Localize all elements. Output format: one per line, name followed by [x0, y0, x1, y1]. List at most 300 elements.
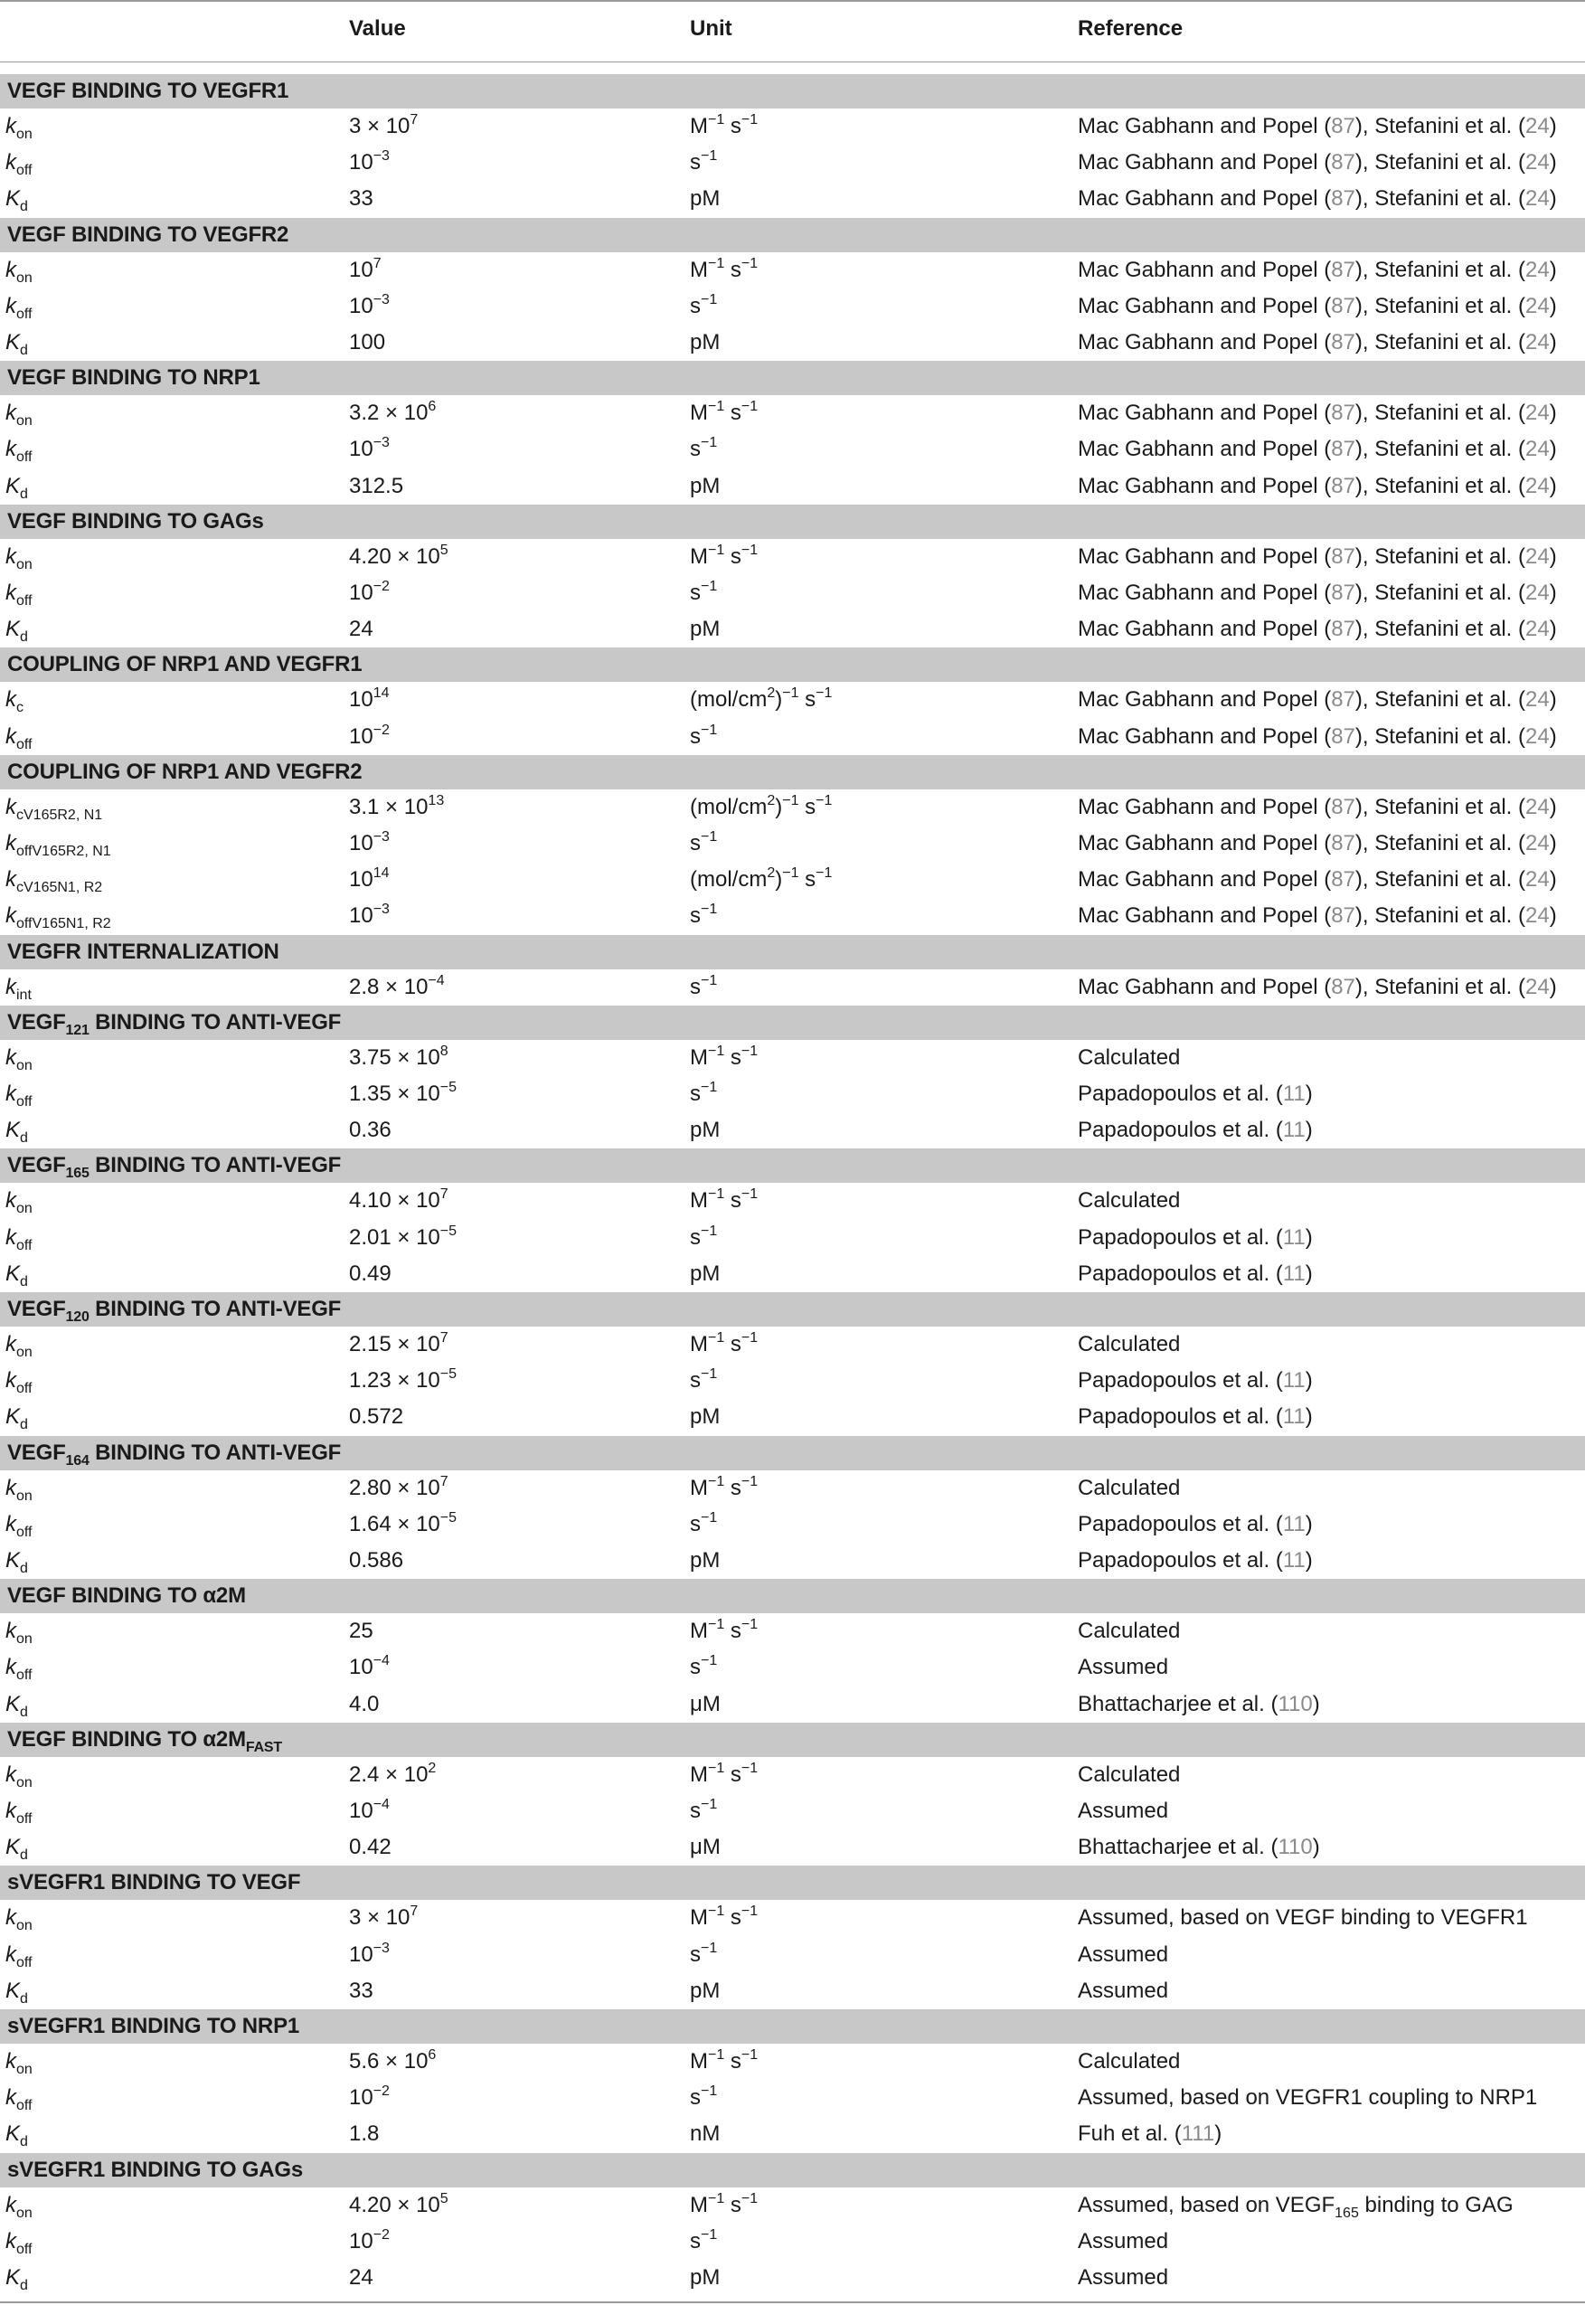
- table-row: [0, 1973, 1585, 2009]
- reference-number: 24: [1524, 974, 1550, 999]
- superscript: −1: [741, 1617, 759, 1633]
- unit-cell: $M^{-1}$ $s^{-1}$: [690, 1617, 759, 1644]
- unit-cell: $M^{-1}$ $s^{-1}$: [690, 2190, 759, 2217]
- value-cell: $3.75 \times 10^8$: [349, 1043, 448, 1070]
- parameter-symbol: k: [5, 1188, 16, 1214]
- section-title: VEGFR INTERNALIZATION: [7, 939, 279, 964]
- table-row: [0, 1112, 1585, 1148]
- reference-cell: Calculated: [1078, 1475, 1181, 1500]
- parameter-symbol: k: [5, 581, 16, 605]
- superscript: −1: [741, 1760, 759, 1776]
- unit-cell: $s^{-1}$: [690, 1223, 718, 1250]
- unit-cell: pM: [690, 330, 721, 354]
- value-cell: $10^{-3}$: [349, 148, 390, 175]
- reference-cell: Calculated: [1078, 1619, 1181, 1644]
- value-cell: 100: [349, 330, 386, 354]
- reference-number: 87: [1331, 723, 1355, 749]
- parameter-symbol: k: [5, 150, 16, 175]
- superscript: −1: [701, 1223, 718, 1239]
- table-row: [0, 145, 1585, 181]
- unit-cell: $s^{-1}$: [690, 579, 718, 605]
- value-cell: $3 \times 10^7$: [349, 1904, 419, 1931]
- parameter-cell: [5, 1613, 33, 1652]
- unit-cell: pM: [690, 1261, 721, 1286]
- parameter-cell: [5, 1793, 33, 1832]
- parameter-cell: [5, 1076, 33, 1115]
- subscript: d: [20, 343, 28, 358]
- value-cell: $10^{-2}$: [349, 2083, 390, 2111]
- subscript: offV165N1, R2: [16, 916, 111, 932]
- parameter-symbol: k: [5, 903, 16, 929]
- unit-cell: $s^{-1}$: [690, 972, 718, 999]
- parameter-cell: [5, 2187, 33, 2226]
- subscript: offV165R2, N1: [16, 844, 111, 859]
- superscript: 6: [428, 399, 437, 415]
- value-cell: $10^{-3}$: [349, 829, 390, 855]
- parameter-cell: [5, 969, 32, 1008]
- section-header: [0, 1292, 1585, 1327]
- parameter-symbol: k: [5, 687, 16, 713]
- parameter-symbol: K: [5, 186, 21, 212]
- subscript: off: [16, 2241, 33, 2257]
- section-title: VEGF BINDING TO NRP1: [7, 365, 260, 391]
- value-cell: $3.1 \times 10^{13}$: [349, 792, 445, 819]
- unit-cell: $s^{-1}$: [690, 829, 718, 855]
- section-header: [0, 647, 1585, 682]
- reference-number: 24: [1524, 150, 1550, 175]
- value-cell: $4.20 \times 10^5$: [349, 2190, 448, 2217]
- subscript: d: [20, 1561, 28, 1576]
- subscript: d: [20, 199, 28, 215]
- table-row: [0, 611, 1585, 647]
- superscript: −3: [373, 902, 390, 918]
- table-row: [0, 1363, 1585, 1399]
- reference-number: 24: [1524, 687, 1550, 713]
- parameter-symbol: K: [5, 473, 21, 498]
- reference-number: 87: [1331, 186, 1355, 212]
- parameter-symbol: k: [5, 794, 16, 819]
- subscript: c: [16, 700, 24, 716]
- parameter-symbol: k: [5, 1905, 16, 1931]
- value-cell: $1.23 \times 10^{-5}$: [349, 1366, 458, 1393]
- value-cell: $10^{-2}$: [349, 722, 390, 749]
- superscript: 2: [767, 792, 776, 808]
- parameter-cell: [5, 1937, 33, 1976]
- superscript: −1: [741, 399, 759, 415]
- reference-cell: Mac Gabhann and Popel (87), Stefanini et al. (24): [1078, 473, 1557, 498]
- unit-cell: $s^{-1}$: [690, 1940, 718, 1967]
- value-cell: $4.20 \times 10^5$: [349, 542, 448, 569]
- unit-cell: $M^{-1}$ $s^{-1}$: [690, 1904, 759, 1931]
- reference-number: 24: [1524, 330, 1550, 354]
- parameter-symbol: k: [5, 2228, 16, 2253]
- subscript: d: [20, 629, 28, 646]
- subscript: d: [20, 2134, 28, 2150]
- table-bottom-rule: [0, 2301, 1585, 2303]
- reference-cell: Papadopoulos et al. (11): [1078, 1118, 1313, 1143]
- section-title: VEGF BINDING TO VEGFR2: [7, 222, 289, 247]
- subscript: on: [16, 127, 33, 142]
- superscript: −1: [708, 1043, 725, 1059]
- value-cell: $3 \times 10^7$: [349, 112, 419, 138]
- unit-cell: $M^{-1}$ $s^{-1}$: [690, 2047, 759, 2074]
- superscript: 5: [439, 542, 448, 558]
- parameter-symbol: K: [5, 2265, 21, 2290]
- superscript: −1: [708, 2190, 725, 2206]
- value-cell: 0.49: [349, 1261, 392, 1286]
- reference-cell: Calculated: [1078, 1188, 1181, 1214]
- reference-cell: Assumed: [1078, 1655, 1169, 1680]
- reference-number: 111: [1181, 2121, 1215, 2147]
- section-title: $VEGF_{121}$ BINDING TO ANTI-VEGF: [7, 1009, 342, 1038]
- subscript: 165: [1335, 2205, 1359, 2221]
- table-row: [0, 862, 1585, 898]
- parameter-cell: [5, 898, 111, 937]
- parameter-symbol: k: [5, 867, 16, 893]
- value-cell: 33: [349, 1978, 373, 2003]
- value-cell: 24: [349, 617, 373, 642]
- superscript: −1: [708, 1617, 725, 1633]
- superscript: 14: [373, 685, 390, 702]
- parameter-symbol: K: [5, 2121, 21, 2147]
- parameter-symbol: k: [5, 1511, 16, 1536]
- reference-number: 110: [1278, 1691, 1313, 1716]
- reference-number: 24: [1524, 617, 1550, 642]
- superscript: −1: [708, 1904, 725, 1920]
- value-cell: 0.36: [349, 1118, 392, 1143]
- column-header-unit: Unit: [690, 16, 732, 41]
- reference-number: 110: [1278, 1835, 1313, 1860]
- value-cell: 25: [349, 1619, 373, 1644]
- section-header: [0, 1006, 1585, 1040]
- superscript: −1: [701, 2083, 718, 2100]
- parameter-symbol: k: [5, 1368, 16, 1393]
- value-cell: $1.35 \times 10^{-5}$: [349, 1080, 458, 1106]
- subscript: on: [16, 1488, 33, 1504]
- reference-cell: Assumed, based on $VEGF_{165}$ binding to GAG: [1078, 2192, 1514, 2221]
- section-title: VEGF BINDING TO GAGs: [7, 508, 264, 534]
- value-cell: $2.01 \times 10^{-5}$: [349, 1223, 458, 1250]
- parameter-symbol: k: [5, 543, 16, 569]
- table-row: [0, 1900, 1585, 1936]
- superscript: −1: [741, 1330, 759, 1346]
- subscript: off: [16, 1954, 33, 1970]
- value-cell: $2.80 \times 10^7$: [349, 1473, 448, 1500]
- reference-cell: Mac Gabhann and Popel (87), Stefanini et al. (24): [1078, 617, 1557, 642]
- value-cell: $1.64 \times 10^{-5}$: [349, 1509, 458, 1536]
- unit-cell: $M^{-1}$ $s^{-1}$: [690, 1330, 759, 1356]
- reference-number: 11: [1282, 1404, 1306, 1430]
- reference-cell: Mac Gabhann and Popel (87), Stefanini et al. (24): [1078, 186, 1557, 212]
- subscript: 121: [65, 1022, 90, 1038]
- parameter-cell: [5, 1973, 28, 2012]
- reference-cell: Bhattacharjee et al. (110): [1078, 1691, 1320, 1716]
- superscript: −4: [428, 972, 445, 988]
- subscript: on: [16, 1345, 33, 1360]
- parameter-cell: [5, 468, 28, 507]
- section-title: sVEGFR1 BINDING TO NRP1: [7, 2014, 300, 2038]
- subscript: off: [16, 163, 33, 179]
- superscript: −1: [708, 112, 725, 128]
- parameter-cell: [5, 1543, 28, 1582]
- reference-cell: Fuh et al. (111): [1078, 2121, 1222, 2147]
- table-row: [0, 1327, 1585, 1363]
- subscript: off: [16, 1237, 33, 1253]
- parameter-cell: [5, 1040, 33, 1079]
- reference-number: 87: [1331, 687, 1355, 713]
- superscript: 2: [767, 685, 776, 702]
- section-header: [0, 2153, 1585, 2187]
- value-cell: $10^{-4}$: [349, 1653, 390, 1680]
- superscript: −1: [701, 2226, 718, 2243]
- superscript: −1: [708, 255, 725, 271]
- superscript: −5: [439, 1080, 458, 1095]
- unit-cell: pM: [690, 2265, 721, 2290]
- section-header: [0, 74, 1585, 109]
- section-header: [0, 1866, 1585, 1900]
- superscript: 14: [373, 865, 390, 882]
- parameter-symbol: k: [5, 257, 16, 282]
- value-cell: 1.8: [349, 2121, 380, 2147]
- subscript: d: [20, 1847, 28, 1864]
- subscript: 120: [65, 1309, 90, 1325]
- parameter-cell: [5, 1649, 33, 1688]
- subscript: cV165R2, N1: [16, 807, 103, 823]
- table-row: [0, 109, 1585, 145]
- reference-number: 11: [1282, 1082, 1306, 1106]
- reference-cell: Assumed: [1078, 2228, 1169, 2253]
- subscript: off: [16, 593, 33, 609]
- parameter-cell: [5, 2044, 33, 2083]
- table-row: [0, 1507, 1585, 1543]
- parameter-cell: [5, 2260, 28, 2299]
- parameter-symbol: k: [5, 1655, 16, 1680]
- unit-cell: $M^{-1}$ $s^{-1}$: [690, 255, 759, 282]
- reference-cell: Mac Gabhann and Popel (87), Stefanini et al. (24): [1078, 114, 1557, 138]
- parameter-symbol: k: [5, 114, 16, 138]
- section-title: VEGF BINDING TO VEGFR1: [7, 79, 289, 103]
- section-title: sVEGFR1 BINDING TO VEGF: [7, 1870, 301, 1895]
- parameter-symbol: k: [5, 1941, 16, 1967]
- superscript: −1: [701, 1940, 718, 1956]
- superscript: −1: [708, 2047, 725, 2063]
- unit-cell: $M^{-1}$ $s^{-1}$: [690, 112, 759, 138]
- table-row: [0, 1040, 1585, 1076]
- reference-number: 87: [1331, 473, 1355, 498]
- superscript: −1: [701, 1797, 718, 1812]
- reference-cell: Mac Gabhann and Popel (87), Stefanini et al. (24): [1078, 794, 1557, 819]
- parameter-symbol: k: [5, 437, 16, 462]
- parameter-symbol: k: [5, 2192, 16, 2217]
- unit-cell: $s^{-1}$: [690, 1080, 718, 1106]
- parameter-symbol: k: [5, 2085, 16, 2111]
- section-title: $VEGF_{165}$ BINDING TO ANTI-VEGF: [7, 1153, 342, 1182]
- parameter-cell: [5, 325, 28, 364]
- unit-cell: $s^{-1}$: [690, 1797, 718, 1823]
- parameter-cell: [5, 181, 28, 220]
- reference-cell: Assumed: [1078, 1799, 1169, 1823]
- superscript: −2: [373, 2083, 390, 2100]
- superscript: −3: [373, 829, 390, 845]
- reference-cell: Mac Gabhann and Popel (87), Stefanini et al. (24): [1078, 974, 1557, 999]
- table-row: [0, 2224, 1585, 2260]
- reference-cell: Mac Gabhann and Popel (87), Stefanini et al. (24): [1078, 257, 1557, 282]
- reference-number: 24: [1524, 257, 1550, 282]
- reference-cell: Mac Gabhann and Popel (87), Stefanini et al. (24): [1078, 581, 1557, 605]
- subscript: off: [16, 449, 33, 466]
- value-cell: $10^{14}$: [349, 865, 390, 893]
- reference-cell: Papadopoulos et al. (11): [1078, 1511, 1313, 1536]
- superscript: −1: [741, 255, 759, 271]
- superscript: −1: [741, 1904, 759, 1920]
- table-row: [0, 682, 1585, 718]
- reference-cell: Assumed, based on VEGF binding to VEGFR1: [1078, 1905, 1528, 1931]
- subscript: on: [16, 269, 33, 286]
- parameter-cell: [5, 2080, 33, 2119]
- superscript: −1: [701, 1080, 718, 1095]
- reference-number: 11: [1282, 1261, 1306, 1286]
- subscript: off: [16, 1094, 33, 1110]
- section-header: [0, 755, 1585, 789]
- table-row: [0, 468, 1585, 505]
- reference-number: 24: [1524, 831, 1550, 855]
- reference-number: 24: [1524, 903, 1550, 929]
- superscript: −1: [701, 579, 718, 594]
- parameter-cell: [5, 145, 33, 184]
- value-cell: $2.8 \times 10^{-4}$: [349, 972, 445, 999]
- superscript: −1: [701, 1653, 718, 1669]
- table-row: [0, 2044, 1585, 2080]
- value-cell: $10^{14}$: [349, 685, 390, 713]
- reference-number: 24: [1524, 723, 1550, 749]
- subscript: on: [16, 413, 33, 430]
- superscript: −1: [741, 1186, 759, 1203]
- parameter-cell: [5, 2116, 28, 2155]
- table-row: [0, 2116, 1585, 2152]
- table-row: [0, 1613, 1585, 1649]
- unit-cell: $M^{-1}$ $s^{-1}$: [690, 1186, 759, 1214]
- unit-cell: $s^{-1}$: [690, 435, 718, 462]
- reference-number: 87: [1331, 831, 1355, 855]
- superscript: −1: [708, 1186, 725, 1203]
- section-title: COUPLING OF NRP1 AND VEGFR1: [7, 652, 363, 677]
- table-row: [0, 1543, 1585, 1579]
- superscript: −1: [816, 792, 833, 808]
- reference-cell: Mac Gabhann and Popel (87), Stefanini et al. (24): [1078, 401, 1557, 426]
- superscript: 5: [439, 2190, 448, 2206]
- superscript: −1: [741, 2047, 759, 2063]
- reference-cell: Papadopoulos et al. (11): [1078, 1548, 1313, 1573]
- reference-cell: Mac Gabhann and Popel (87), Stefanini et al. (24): [1078, 687, 1557, 713]
- table-row: [0, 789, 1585, 826]
- header-rule: [0, 61, 1585, 62]
- parameter-symbol: k: [5, 401, 16, 426]
- superscript: −1: [701, 722, 718, 738]
- table-top-rule: [0, 0, 1585, 2]
- superscript: 13: [428, 792, 445, 808]
- value-cell: 0.42: [349, 1835, 392, 1860]
- table-row: [0, 1649, 1585, 1686]
- subscript: on: [16, 1631, 33, 1648]
- unit-cell: $M^{-1}$ $s^{-1}$: [690, 1473, 759, 1500]
- reference-cell: Mac Gabhann and Popel (87), Stefanini et al. (24): [1078, 150, 1557, 175]
- table-row: [0, 1686, 1585, 1723]
- reference-cell: Papadopoulos et al. (11): [1078, 1224, 1313, 1250]
- reference-cell: Mac Gabhann and Popel (87), Stefanini et al. (24): [1078, 437, 1557, 462]
- unit-cell: $M^{-1}$ $s^{-1}$: [690, 1760, 759, 1787]
- value-cell: 4.0: [349, 1691, 380, 1716]
- value-cell: $10^{-2}$: [349, 579, 390, 605]
- superscript: −2: [373, 579, 390, 594]
- subscript: on: [16, 1918, 33, 1934]
- superscript: −1: [708, 1330, 725, 1346]
- superscript: 7: [373, 255, 382, 271]
- reference-cell: Assumed, based on VEGFR1 coupling to NRP1: [1078, 2085, 1538, 2111]
- unit-cell: $s^{-1}$: [690, 1653, 718, 1680]
- reference-number: 87: [1331, 794, 1355, 819]
- reference-number: 87: [1331, 114, 1355, 138]
- superscript: −1: [701, 148, 718, 165]
- reference-number: 87: [1331, 257, 1355, 282]
- parameter-symbol: K: [5, 617, 21, 642]
- table-row: [0, 181, 1585, 217]
- unit-cell: pM: [690, 1548, 721, 1573]
- reference-number: 24: [1524, 293, 1550, 318]
- section-title: sVEGFR1 BINDING TO GAGs: [7, 2157, 304, 2182]
- parameter-symbol: k: [5, 1799, 16, 1823]
- parameter-symbol: k: [5, 1082, 16, 1106]
- section-header: [0, 1579, 1585, 1613]
- subscript: off: [16, 736, 33, 752]
- reference-cell: Mac Gabhann and Popel (87), Stefanini et al. (24): [1078, 903, 1557, 929]
- superscript: −1: [701, 1366, 718, 1383]
- superscript: −1: [701, 291, 718, 307]
- section-header: [0, 1723, 1585, 1757]
- section-header: [0, 935, 1585, 969]
- table-row: [0, 2187, 1585, 2224]
- reference-number: 11: [1282, 1118, 1306, 1143]
- superscript: 8: [439, 1043, 448, 1059]
- reference-cell: Mac Gabhann and Popel (87), Stefanini et al. (24): [1078, 723, 1557, 749]
- subscript: off: [16, 1524, 33, 1540]
- table-row: [0, 252, 1585, 288]
- superscript: −1: [741, 2190, 759, 2206]
- table-row: [0, 2080, 1585, 2116]
- value-cell: $5.6 \times 10^6$: [349, 2047, 437, 2074]
- reference-number: 87: [1331, 293, 1355, 318]
- reference-cell: Papadopoulos et al. (11): [1078, 1082, 1313, 1106]
- value-cell: 0.586: [349, 1548, 404, 1573]
- table-row: [0, 898, 1585, 934]
- reference-cell: Mac Gabhann and Popel (87), Stefanini et al. (24): [1078, 831, 1557, 855]
- parameter-symbol: k: [5, 1762, 16, 1787]
- parameter-cell: [5, 862, 102, 901]
- superscript: −1: [741, 542, 759, 558]
- unit-cell: pM: [690, 1978, 721, 2003]
- superscript: −3: [373, 148, 390, 165]
- table-row: [0, 395, 1585, 431]
- unit-cell: $M^{-1}$ $s^{-1}$: [690, 399, 759, 426]
- subscript: on: [16, 2205, 33, 2221]
- subscript: d: [20, 1990, 28, 2007]
- parameter-cell: [5, 682, 24, 721]
- parameter-cell: [5, 1686, 28, 1725]
- superscript: 7: [439, 1330, 448, 1346]
- superscript: 7: [439, 1473, 448, 1489]
- reference-cell: Mac Gabhann and Popel (87), Stefanini et al. (24): [1078, 330, 1557, 354]
- subscript: on: [16, 1201, 33, 1217]
- reference-cell: Bhattacharjee et al. (110): [1078, 1835, 1320, 1860]
